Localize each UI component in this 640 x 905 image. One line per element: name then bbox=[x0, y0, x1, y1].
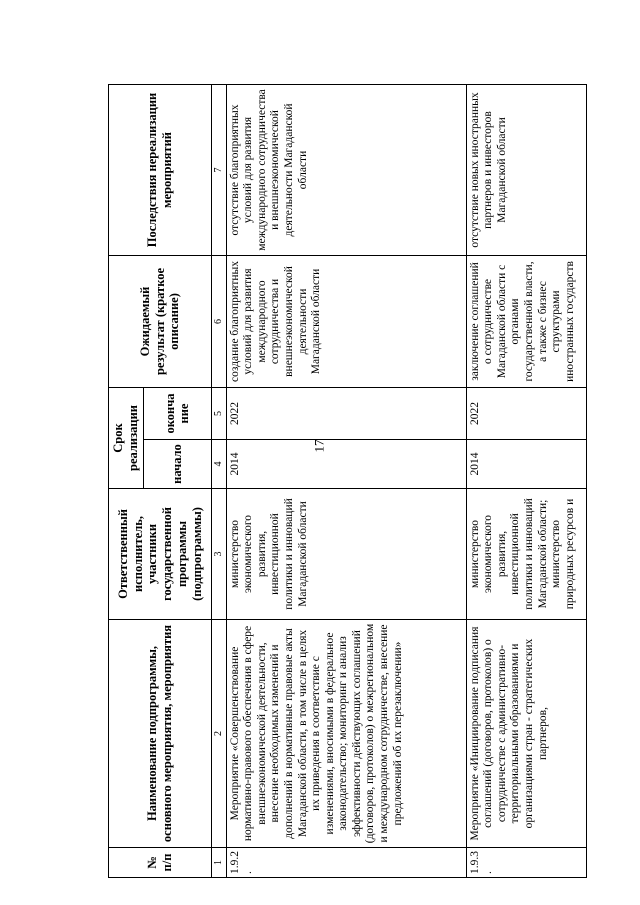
col-number: 5 bbox=[212, 387, 227, 439]
table-row bbox=[226, 84, 466, 877]
row-num: 1.9.3. bbox=[466, 848, 586, 878]
col-number: 4 bbox=[212, 440, 227, 489]
header-num: № п/п bbox=[109, 848, 212, 878]
page-number: 17 bbox=[311, 439, 327, 453]
header-end: окончание bbox=[143, 387, 212, 439]
row-result: заключение соглашений о сотрудничестве Магаданской области с органами государственной власти, а также с бизнес структурами иностранных государств bbox=[466, 255, 586, 387]
row-end: 2022 bbox=[226, 387, 466, 439]
row-responsible: министерство экономического развития, инвестиционной политики и инноваций Магаданской области bbox=[226, 489, 466, 620]
row-start: 2014 bbox=[466, 440, 586, 489]
row-end: 2022 bbox=[466, 387, 586, 439]
table-row bbox=[466, 84, 586, 877]
row-responsible: министерство экономического развития, инвестиционной политики и инноваций Магаданской области; министерство природных ресурсов и bbox=[466, 489, 586, 620]
col-number: 1 bbox=[212, 848, 227, 878]
row-start: 2014 bbox=[226, 440, 466, 489]
header-period: Срок реализации bbox=[109, 387, 144, 488]
row-result: создание благоприятных условий для развития международного сотрудничества и внешнеэкономической деятельности Магаданской области bbox=[226, 255, 466, 387]
col-number: 3 bbox=[212, 489, 227, 620]
col-number: 2 bbox=[212, 620, 227, 848]
header-responsible: Ответственный исполнитель, участники государственной программы (подпрограммы) bbox=[109, 489, 212, 620]
header-row bbox=[109, 84, 144, 877]
measures-table bbox=[108, 84, 587, 878]
header-start: начало bbox=[143, 440, 212, 489]
col-number: 6 bbox=[212, 255, 227, 387]
row-name: Мероприятие «Совершенствование нормативно-правового обеспечения в сфере внешнеэкономической деятельности, внесение необходимых изменений и дополнений в нормативные правовые акты Магаданской области, в том числе в целях их приведения в соответствие с изменениями, вносимыми в федеральное законодательство; мониторинг и анализ эффективности действующих соглашений (договоров, протоколов) о межрегиональном и международном сотрудничестве, внесение предложений об их перезаключении» bbox=[226, 620, 466, 848]
header-result: Ожидаемый результат (краткое описание) bbox=[109, 255, 212, 387]
row-num: 1.9.2. bbox=[226, 848, 466, 878]
header-consequence: Последствия нереализации мероприятий bbox=[109, 84, 212, 255]
column-number-row bbox=[212, 84, 227, 877]
rotated-table-container bbox=[108, 85, 618, 878]
header-name: Наименование подпрограммы, основного мероприятия, мероприятия bbox=[109, 620, 212, 848]
row-consequence: отсутствие благоприятных условий для развития международного сотрудничества и внешнеэкономической деятельности Магаданской области bbox=[226, 84, 466, 255]
col-number: 7 bbox=[212, 84, 227, 255]
row-consequence: отсутствие новых иностранных партнеров и инвесторов Магаданской области bbox=[466, 84, 586, 255]
row-name: Мероприятие «Инициирование подписания соглашений (договоров, протоколов) о сотрудничестве с административно-территориальными образованиями и организациями стран - стратегических партнеров, bbox=[466, 620, 586, 848]
